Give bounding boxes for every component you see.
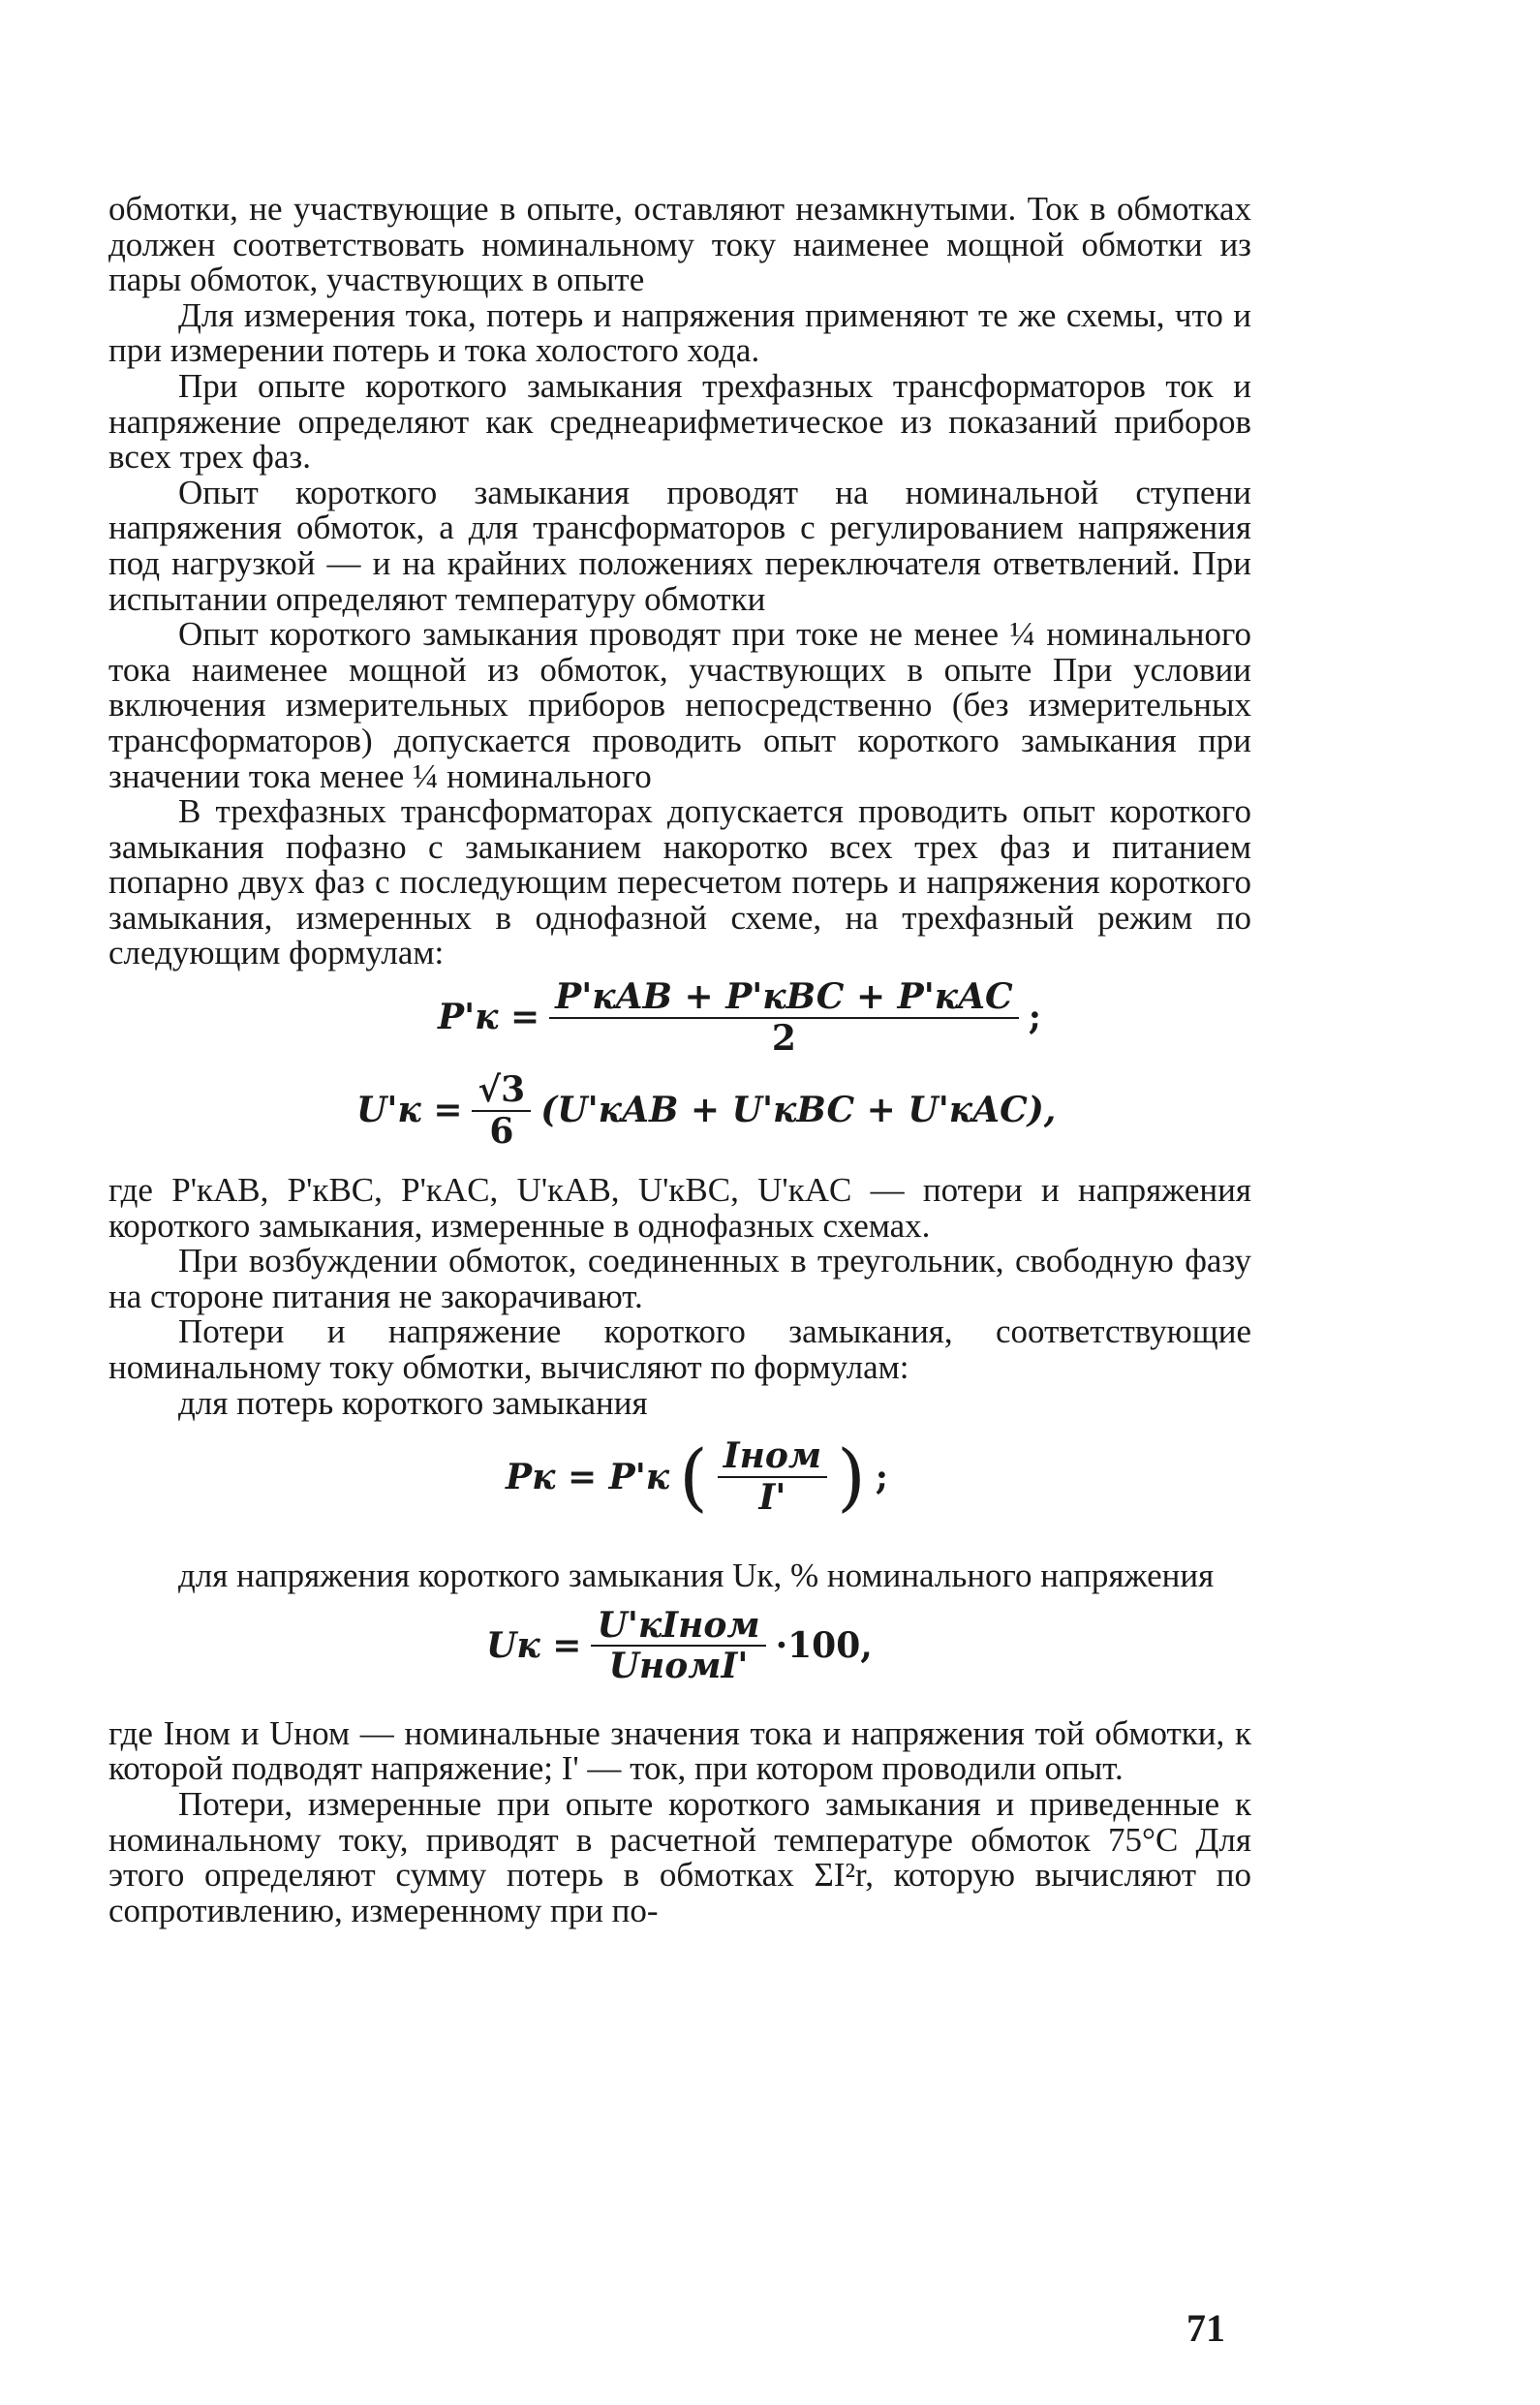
formula-paren-close: ) <box>837 1433 866 1520</box>
formula-fraction <box>472 1069 531 1152</box>
paragraph: Потери, измеренные при опыте короткого замыкания и приведенные к номинальному току, приводят в расчетной температуре обмоток 75°С Для этого определяют сумму потерь в обмотках ΣI²r, которую вычисляют по сопротивлению, измеренному при по- <box>108 1785 1251 1929</box>
formula-denominator: 2 <box>771 1017 796 1059</box>
paragraph: где P'кAB, P'кBC, P'кAC, U'кAB, U'кBC, U'кAC — потери и напряжения короткого замыкания, измеренные в однофазных схемах. <box>108 1171 1251 1245</box>
paragraph: В трехфазных трансформаторах допускается проводить опыт короткого замыкания пофазно с замыканием накоротко всех трех фаз и питанием попарно двух фаз с последующим пересчетом потерь и напряжения короткого замыкания, измеренных в однофазной схеме, на трехфазный режим по следующим формулам: <box>108 792 1251 972</box>
formula-uk-percent <box>108 1594 1251 1716</box>
paragraph: Потери и напряжение короткого замыкания, соответствующие номинальному току обмотки, вычисляют по формулам: <box>108 1312 1251 1387</box>
formula-fraction <box>718 1435 827 1518</box>
formula-tail: ; <box>875 1456 889 1497</box>
formula-rhs: (U'кAB + U'кBC + U'кAC), <box>540 1090 1057 1131</box>
paragraph: При опыте короткого замыкания трехфазных трансформаторов ток и напряжение определяют как среднеарифметическое из показаний приборов всех трех фаз. <box>108 366 1251 477</box>
paragraph: Опыт короткого замыкания проводят при токе не менее ¼ номинального тока наименее мощной из обмоток, участвующих в опыте При условии включения измерительных приборов непосредственно (без измерительных трансформаторов) допускается проводить опыт короткого замыкания при значении тока менее ¼ номинального <box>108 615 1251 795</box>
formula-numerator: U'кIном <box>591 1608 765 1648</box>
formula-fraction <box>591 1604 765 1687</box>
paragraph: обмотки, не участвующие в опыте, оставляют незамкнутыми. Ток в обмотках должен соответствовать номинальному току наименее мощной обмотки из пары обмоток, участвующих в опыте <box>108 190 1251 299</box>
formula-lhs: Pк = P'к <box>506 1456 670 1497</box>
paragraph: где Iном и Uном — номинальные значения тока и напряжения той обмотки, к которой подводят напряжение; I' — ток, при котором проводили опыт. <box>108 1713 1251 1788</box>
formula-lhs: U'к = <box>356 1090 463 1131</box>
formula-pk <box>108 971 1251 1072</box>
formula-denominator: UномI' <box>608 1646 749 1687</box>
paragraph: При возбуждении обмоток, соединенных в треугольник, свободную фазу на стороне питания не закорачивают. <box>108 1242 1251 1315</box>
formula-denominator: I' <box>758 1476 786 1518</box>
paragraph: для напряжения короткого замыкания Uк, % номинального напряжения <box>178 1557 1215 1595</box>
formula-tail: ; <box>1028 997 1041 1038</box>
formula-numerator: Iном <box>718 1438 827 1478</box>
formula-paren-open: ( <box>679 1433 708 1520</box>
formula-numerator: P'кAB + P'кBC + P'кAC <box>549 979 1019 1019</box>
formula-fraction <box>549 976 1019 1059</box>
page-body <box>108 192 1251 1928</box>
paragraph: Для измерения тока, потерь и напряжения применяют те же схемы, что и при измерении потерь и тока холостого хода. <box>108 295 1251 370</box>
formula-denominator: 6 <box>489 1110 514 1152</box>
formula-tail: ·100, <box>775 1625 873 1667</box>
formula-numerator: √3 <box>472 1072 531 1112</box>
formula-uk <box>108 1069 1251 1173</box>
formula-pk-nominal <box>108 1421 1251 1558</box>
page-number: 71 <box>1186 2306 1225 2350</box>
paragraph: Опыт короткого замыкания проводят на номинальной ступени напряжения обмоток, а для трансформаторов с регулированием напряжения под нагрузкой — и на крайних положениях переключателя ответвлений. При испытании определяют температуру обмотки <box>108 473 1251 618</box>
formula-lhs: Uк = <box>486 1625 582 1667</box>
formula-lhs: P'к = <box>438 997 540 1038</box>
paragraph: для потерь короткого замыкания <box>178 1383 648 1422</box>
